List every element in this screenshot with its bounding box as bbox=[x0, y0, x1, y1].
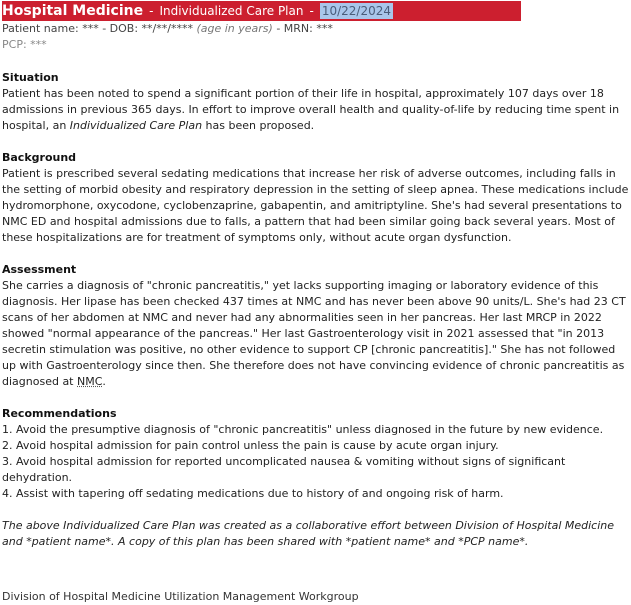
assessment-text: She carries a diagnosis of "chronic pancreatitis," yet lacks supporting imaging or laboratory evidence of this diagnosis. Her lipase has been checked 437 times at NMC and has never been above 90 units/L. She's had 23 CT scans of her abdomen at NMC and never had any abnormalities seen in her pancreas. Her last MRCP in 2022 showed "normal appearance of the pancreas." Her last Gastroenterology visit in 2021 assessed that "in 2013 secretin stimulation was positive, no other evidence to support CP [chronic pancreatitis]." She has not followed up with Gastroenterology since then. She therefore does not have convincing evidence of chronic pancreatitis as diagnosed at NMC. bbox=[2, 279, 626, 388]
recommendations-heading: Recommendations bbox=[2, 407, 117, 420]
closing-statement: The above Individualized Care Plan was created as a collaborative effort between Division of Hospital Medicine and *patient name*. A copy of this plan has been shared with *patient name* and *PCP name*. bbox=[2, 519, 615, 548]
background-text: Patient is prescribed several sedating medications that increase her risk of adverse outcomes, including falls in the setting of morbid obesity and respiratory depression in the setting of sleep apnea. These medications include hydromorphone, oxycodone, cyclobenzaprine, gabapentin, and amitriptyline. She's had several presentations to NMC ED and hospital admissions due to falls, a pattern that had been similar going back several years. Most of these hospitalizations are for treatment of symptoms only, without acute organ dysfunction. bbox=[2, 167, 629, 244]
list-item: 3. Avoid hospital admission for reported uncomplicated nausea & vomiting without signs of significant dehydration. bbox=[2, 455, 566, 484]
patient-info-line bbox=[2, 21, 629, 37]
recommendations-list bbox=[2, 422, 629, 502]
list-item: 2. Avoid hospital admission for pain control unless the pain is cause by acute organ injury. bbox=[2, 439, 499, 452]
situation-heading: Situation bbox=[2, 71, 59, 84]
patient-name-dob: Patient name: *** - DOB: **/**/**** bbox=[2, 22, 193, 35]
signature-line: Division of Hospital Medicine Utilization Management Workgroup bbox=[2, 590, 359, 603]
patient-mrn: - MRN: *** bbox=[276, 22, 333, 35]
department-title: Hospital Medicine bbox=[2, 3, 144, 19]
banner-separator: - bbox=[149, 4, 154, 18]
recommendations-section bbox=[2, 406, 629, 502]
patient-age: (age in years) bbox=[196, 22, 273, 35]
situation-section bbox=[2, 70, 629, 134]
background-section bbox=[2, 150, 629, 246]
pcp-line: PCP: *** bbox=[2, 38, 47, 51]
care-plan-italic: Individualized Care Plan bbox=[69, 119, 203, 132]
list-item: 4. Assist with tapering off sedating medications due to history of and ongoing risk of harm. bbox=[2, 487, 504, 500]
situation-text: Patient has been noted to spend a significant portion of their life in hospital, approximately 107 days over 18 admissions in previous 365 days. In effort to improve overall health and quality-of-life by reducing time spent in hospital, an Individualized Care Plan has been proposed. bbox=[2, 87, 620, 132]
header-banner bbox=[2, 1, 521, 21]
assessment-heading: Assessment bbox=[2, 263, 77, 276]
nmc-underlined: NMC bbox=[77, 375, 103, 388]
banner-separator: - bbox=[309, 4, 314, 18]
list-item: 1. Avoid the presumptive diagnosis of "chronic pancreatitis" unless diagnosed in the future by new evidence. bbox=[2, 423, 604, 436]
plan-date[interactable]: 10/22/2024 bbox=[321, 4, 391, 18]
plan-title: Individualized Care Plan bbox=[159, 4, 304, 18]
background-heading: Background bbox=[2, 151, 77, 164]
assessment-section bbox=[2, 262, 629, 390]
